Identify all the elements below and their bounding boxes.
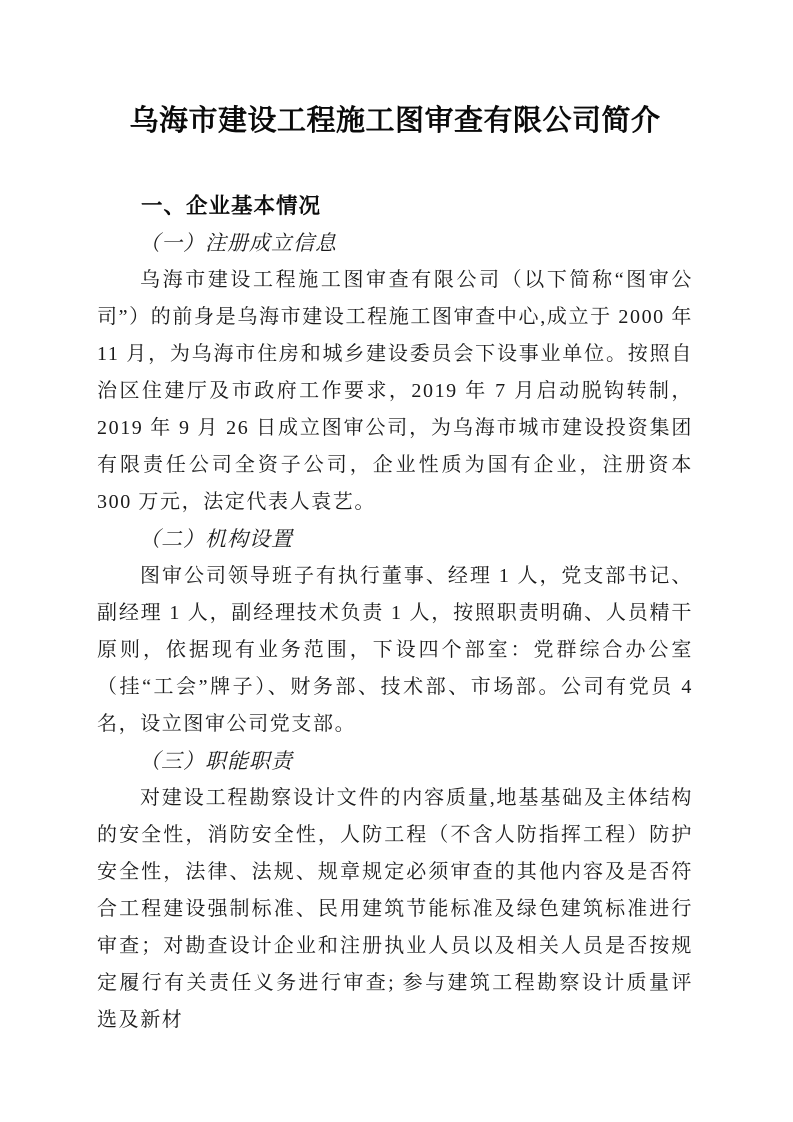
document-title: 乌海市建设工程施工图审查有限公司简介: [129, 105, 661, 137]
subheading-organization-structure: （二）机构设置: [139, 527, 293, 551]
subheading-functions-duties: （三）职能职责: [139, 749, 293, 773]
section-heading-company-basic-info: 一、企业基本情况: [141, 194, 322, 218]
paragraph-registration-info: 乌海市建设工程施工图审查有限公司（以下简称“图审公司”）的前身是乌海市建设工程施工图审查中心,成立于 2000 年 11 月，为乌海市住房和城乡建设委员会下设事业单位。按照自治区住建厅及市政府工作要求，2019 年 7 月启动脱钩转制，2019 年 9 月 26 日成立图审公司，为乌海市城市建设投资集团有限责任公司全资子公司，企业性质为国有企业，注册资本 300 万元，法定代表人袁艺。: [97, 269, 693, 513]
paragraph-functions-duties: 对建设工程勘察设计文件的内容质量,地基基础及主体结构的安全性，消防安全性，人防工程（不含人防指挥工程）防护安全性，法律、法规、规章规定必须审查的其他内容及是否符合工程建设强制标准、民用建筑节能标准及绿色建筑标准进行审查；对勘查设计企业和注册执业人员以及相关人员是否按规定履行有关责任义务进行审查; 参与建筑工程勘察设计质量评选及新材: [97, 787, 693, 1031]
paragraph-organization-structure: 图审公司领导班子有执行董事、经理 1 人，党支部书记、副经理 1 人，副经理技术负责 1 人，按照职责明确、人员精干原则，依据现有业务范围，下设四个部室：党群综合办公室（挂“工会”牌子）、财务部、技术部、市场部。公司有党员 4 名，设立图审公司党支部。: [97, 565, 693, 735]
subheading-registration-info: （一）注册成立信息: [139, 231, 337, 255]
